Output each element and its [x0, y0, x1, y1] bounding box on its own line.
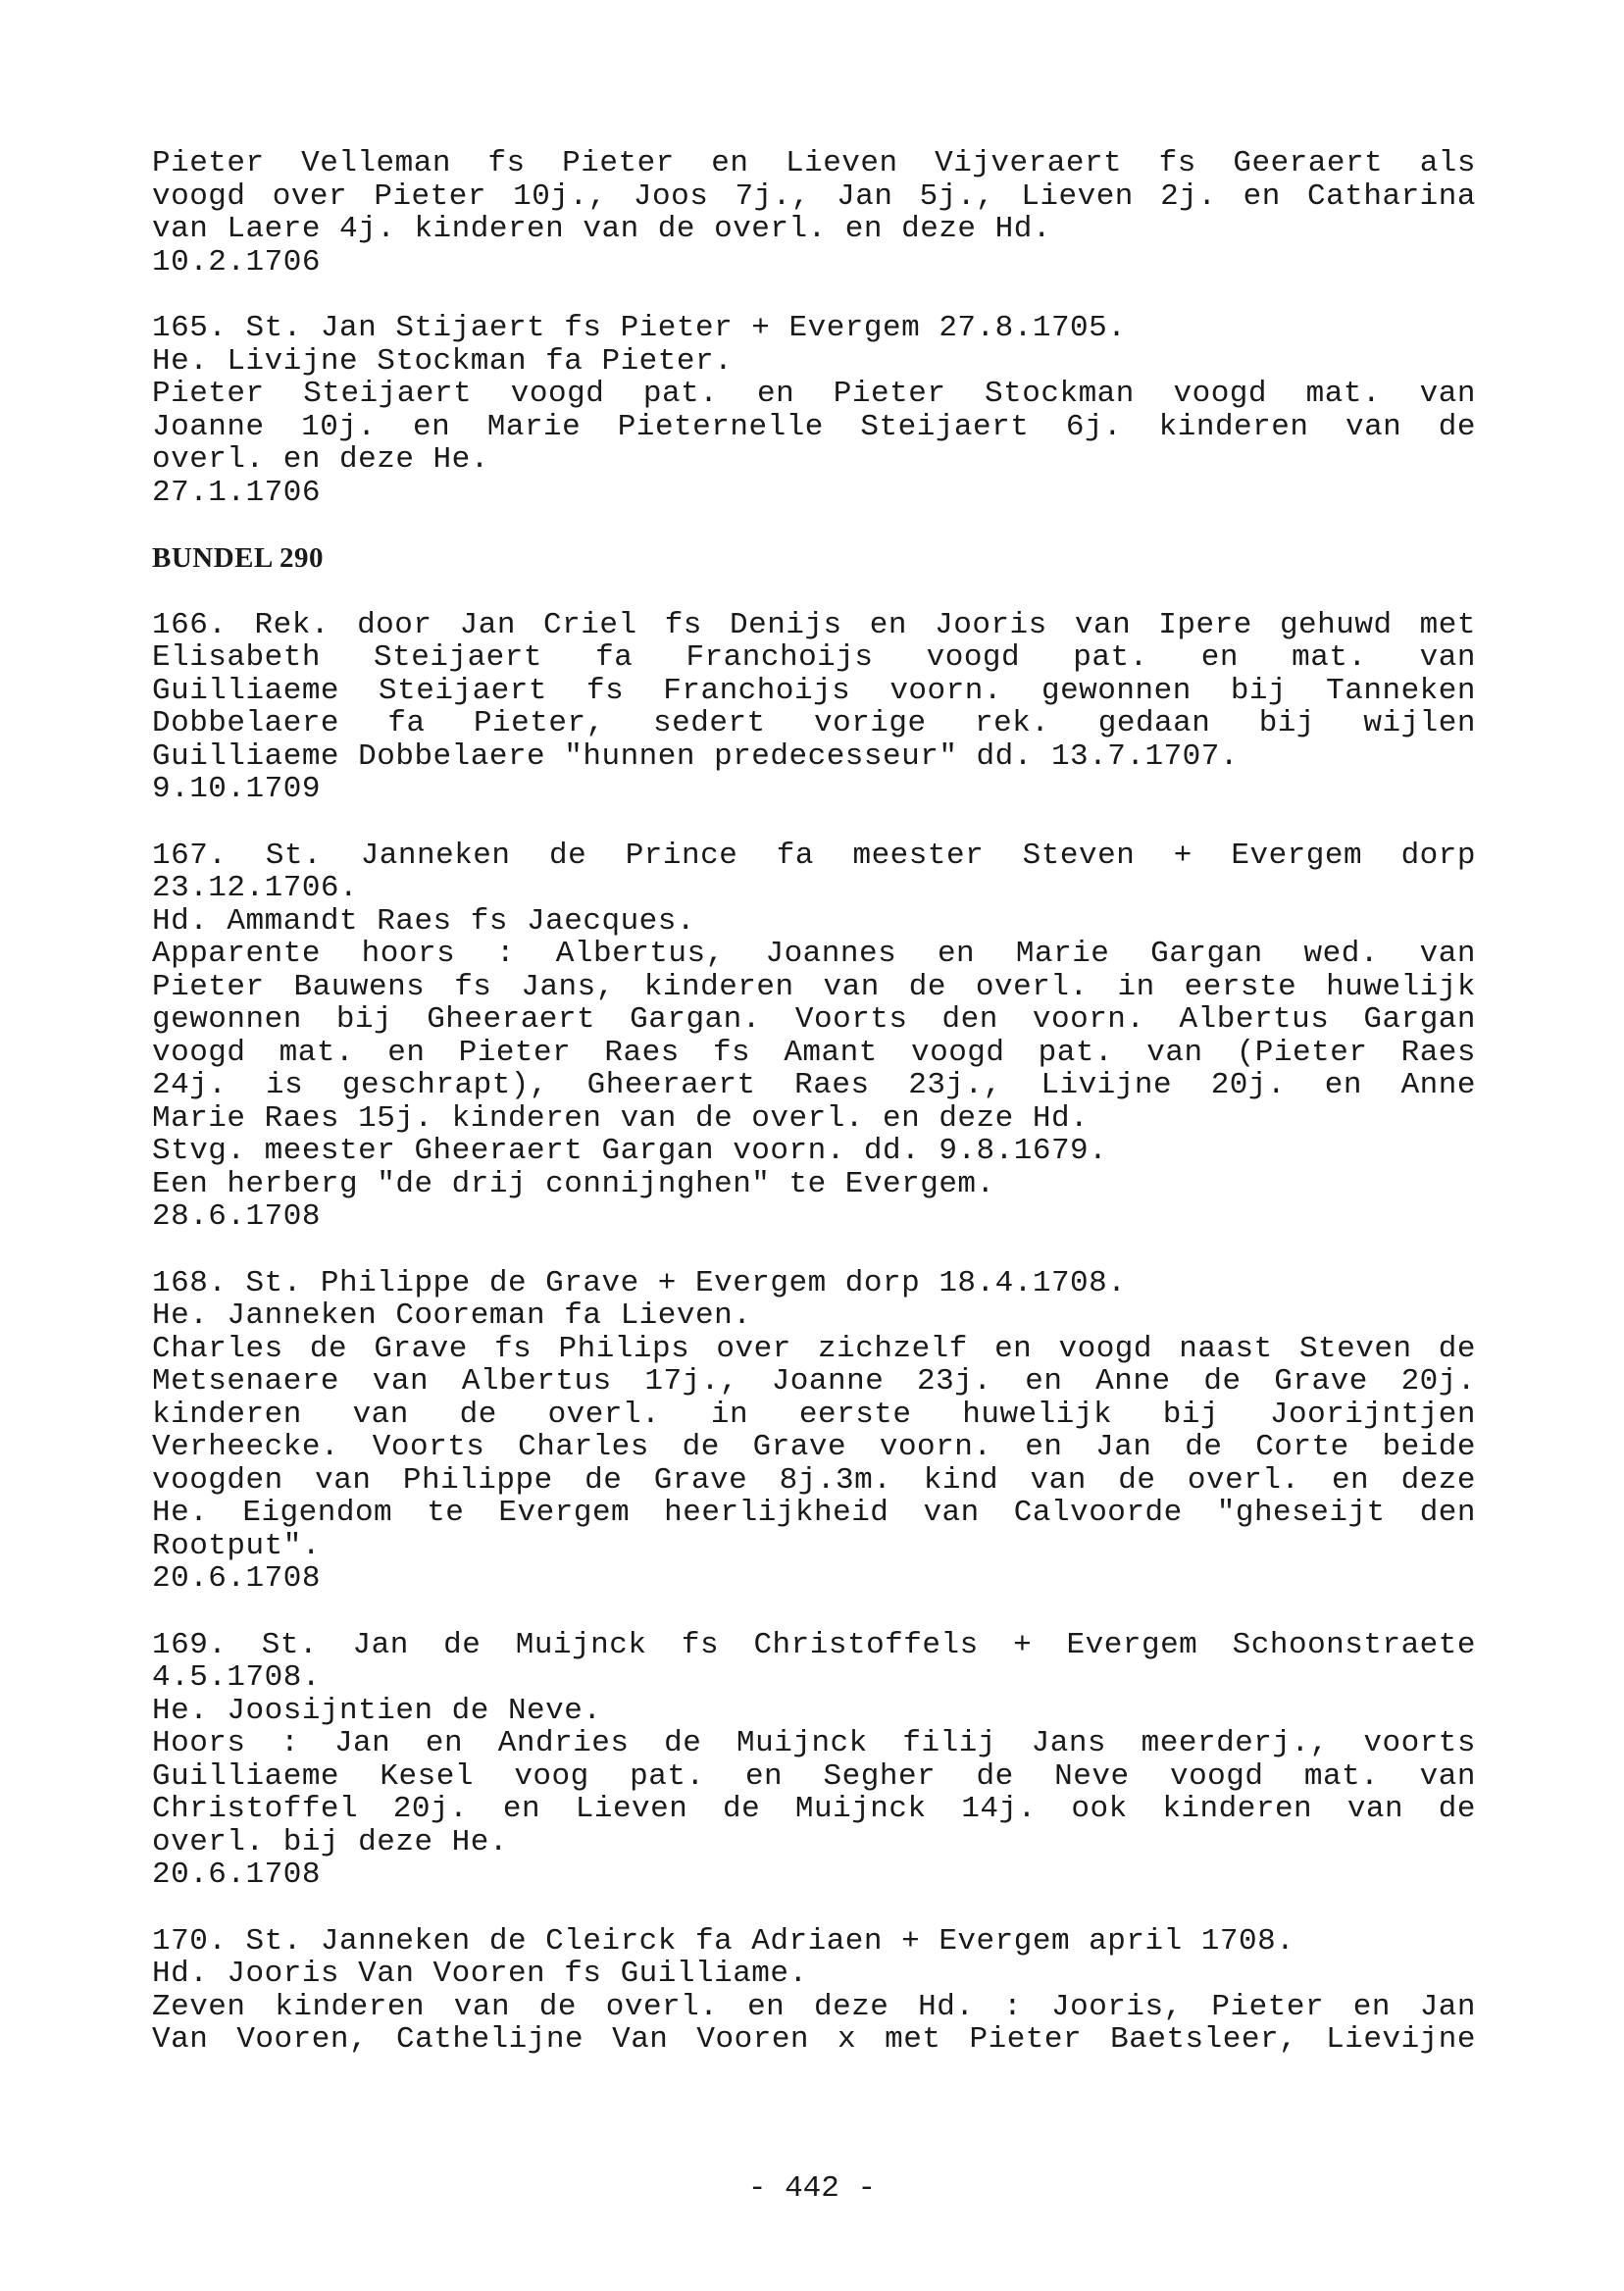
entry-block — [152, 840, 1476, 1234]
entry-block — [152, 1925, 1476, 2057]
text-line: 167. St. Janneken de Prince fa meester Steven + Evergem dorp — [152, 838, 1476, 873]
text-line: Guilliaeme Kesel voog pat. en Segher de Neve voogd mat. van — [152, 1758, 1476, 1794]
text-line: Hd. Jooris Van Vooren fs Guilliame. — [152, 1957, 808, 1991]
text-line: Elisabeth Steijaert fa Franchoijs voogd pat. en mat. van — [152, 640, 1476, 675]
page-number: - 442 - — [747, 2171, 877, 2206]
text-line: 166. Rek. door Jan Criel fs Denijs en Jooris van Ipere gehuwd met — [152, 607, 1476, 642]
document-body — [152, 147, 1476, 2090]
text-line: Pieter Velleman fs Pieter en Lieven Vijveraert fs Geeraert als — [152, 146, 1476, 180]
text-line: 168. St. Philippe de Grave + Evergem dorp 18.4.1708. — [152, 1265, 1127, 1300]
text-line: 10.2.1706 — [152, 244, 321, 280]
text-line: Apparente hoors : Albertus, Joannes en Marie Gargan wed. van — [152, 937, 1476, 971]
text-line: Pieter Bauwens fs Jans, kinderen van de overl. in eerste huwelijk — [152, 969, 1476, 1004]
text-line: gewonnen bij Gheeraert Gargan. Voorts den voorn. Albertus Gargan — [152, 1002, 1476, 1037]
text-line: Hoors : Jan en Andries de Muijnck filij Jans meerderj., voorts — [152, 1726, 1476, 1760]
text-line: Van Vooren, Cathelijne Van Vooren x met Pieter Baetsleer, Lievijne — [152, 2022, 1476, 2057]
text-line: voogd over Pieter 10j., Joos 7j., Jan 5j., Lieven 2j. en Catharina — [152, 178, 1476, 214]
text-line: Hd. Ammandt Raes fs Jaecques. — [152, 903, 695, 939]
text-line: He. Livijne Stockman fa Pieter. — [152, 343, 734, 379]
text-line: Dobbelaere fa Pieter, sedert vorige rek. gedaan bij wijlen — [152, 706, 1476, 740]
section-heading: BUNDEL 290 — [152, 542, 325, 574]
text-line: He. Eigendom te Evergem heerlijkheid van Calvoorde "gheseijt den — [152, 1496, 1476, 1530]
text-line: 4.5.1708. — [152, 1660, 321, 1695]
text-line: Stvg. meester Gheeraert Gargan voorn. dd. 9.8.1679. — [152, 1134, 1108, 1168]
text-line: voogden van Philippe de Grave 8j.3m. kind van de overl. en deze — [152, 1462, 1476, 1498]
text-line: 24j. is geschrapt), Gheeraert Raes 23j., Livijne 20j. en Anne — [152, 1068, 1476, 1102]
entry-block — [152, 1629, 1476, 1892]
entry-block — [152, 1267, 1476, 1596]
text-line: Metsenaere van Albertus 17j., Joanne 23j. en Anne de Grave 20j. — [152, 1364, 1476, 1399]
entry-block — [152, 312, 1476, 509]
text-line: overl. bij deze He. — [152, 1824, 508, 1859]
text-line: Een herberg "de drij connijnghen" te Evergem. — [152, 1166, 995, 1201]
entry-block — [152, 609, 1476, 806]
text-line: 165. St. Jan Stijaert fs Pieter + Evergem 27.8.1705. — [152, 311, 1127, 345]
text-line: Rootput". — [152, 1528, 321, 1563]
text-line: 20.6.1708 — [152, 1858, 321, 1892]
text-line: Guilliaeme Steijaert fs Franchoijs voorn. gewonnen bij Tanneken — [152, 673, 1476, 708]
text-line: 27.1.1706 — [152, 475, 321, 510]
text-line: Pieter Steijaert voogd pat. en Pieter Stockman voogd mat. van — [152, 377, 1476, 411]
text-line: 170. St. Janneken de Cleirck fa Adriaen + Evergem april 1708. — [152, 1923, 1295, 1959]
text-line: 169. St. Jan de Muijnck fs Christoffels + Evergem Schoonstraete — [152, 1627, 1476, 1662]
text-line: Joanne 10j. en Marie Pieternelle Steijaert 6j. kinderen van de — [152, 409, 1476, 444]
text-line: overl. en deze He. — [152, 442, 489, 477]
text-line: He. Janneken Cooreman fa Lieven. — [152, 1298, 752, 1333]
text-line: kinderen van de overl. in eerste huwelijk bij Joorijntjen — [152, 1397, 1476, 1432]
text-line: Christoffel 20j. en Lieven de Muijnck 14j. ook kinderen van de — [152, 1792, 1476, 1826]
text-line: He. Joosijntien de Neve. — [152, 1693, 602, 1728]
text-line: Marie Raes 15j. kinderen van de overl. en deze Hd. — [152, 1100, 1090, 1136]
text-line: 23.12.1706. — [152, 871, 359, 905]
text-line: 28.6.1708 — [152, 1199, 321, 1234]
text-line: Zeven kinderen van de overl. en deze Hd. : Jooris, Pieter en Jan — [152, 1989, 1476, 2024]
text-line: van Laere 4j. kinderen van de overl. en deze Hd. — [152, 212, 1051, 246]
text-line: Guilliaeme Dobbelaere "hunnen predecesseur" dd. 13.7.1707. — [152, 738, 1239, 774]
text-line: 9.10.1709 — [152, 772, 321, 806]
entry-block — [152, 147, 1476, 279]
text-line: Verheecke. Voorts Charles de Grave voorn. en Jan de Corte beide — [152, 1430, 1476, 1464]
text-line: Charles de Grave fs Philips over zichzelf en voogd naast Steven de — [152, 1331, 1476, 1366]
text-line: voogd mat. en Pieter Raes fs Amant voogd pat. van (Pieter Raes — [152, 1035, 1476, 1070]
text-line: 20.6.1708 — [152, 1561, 321, 1596]
